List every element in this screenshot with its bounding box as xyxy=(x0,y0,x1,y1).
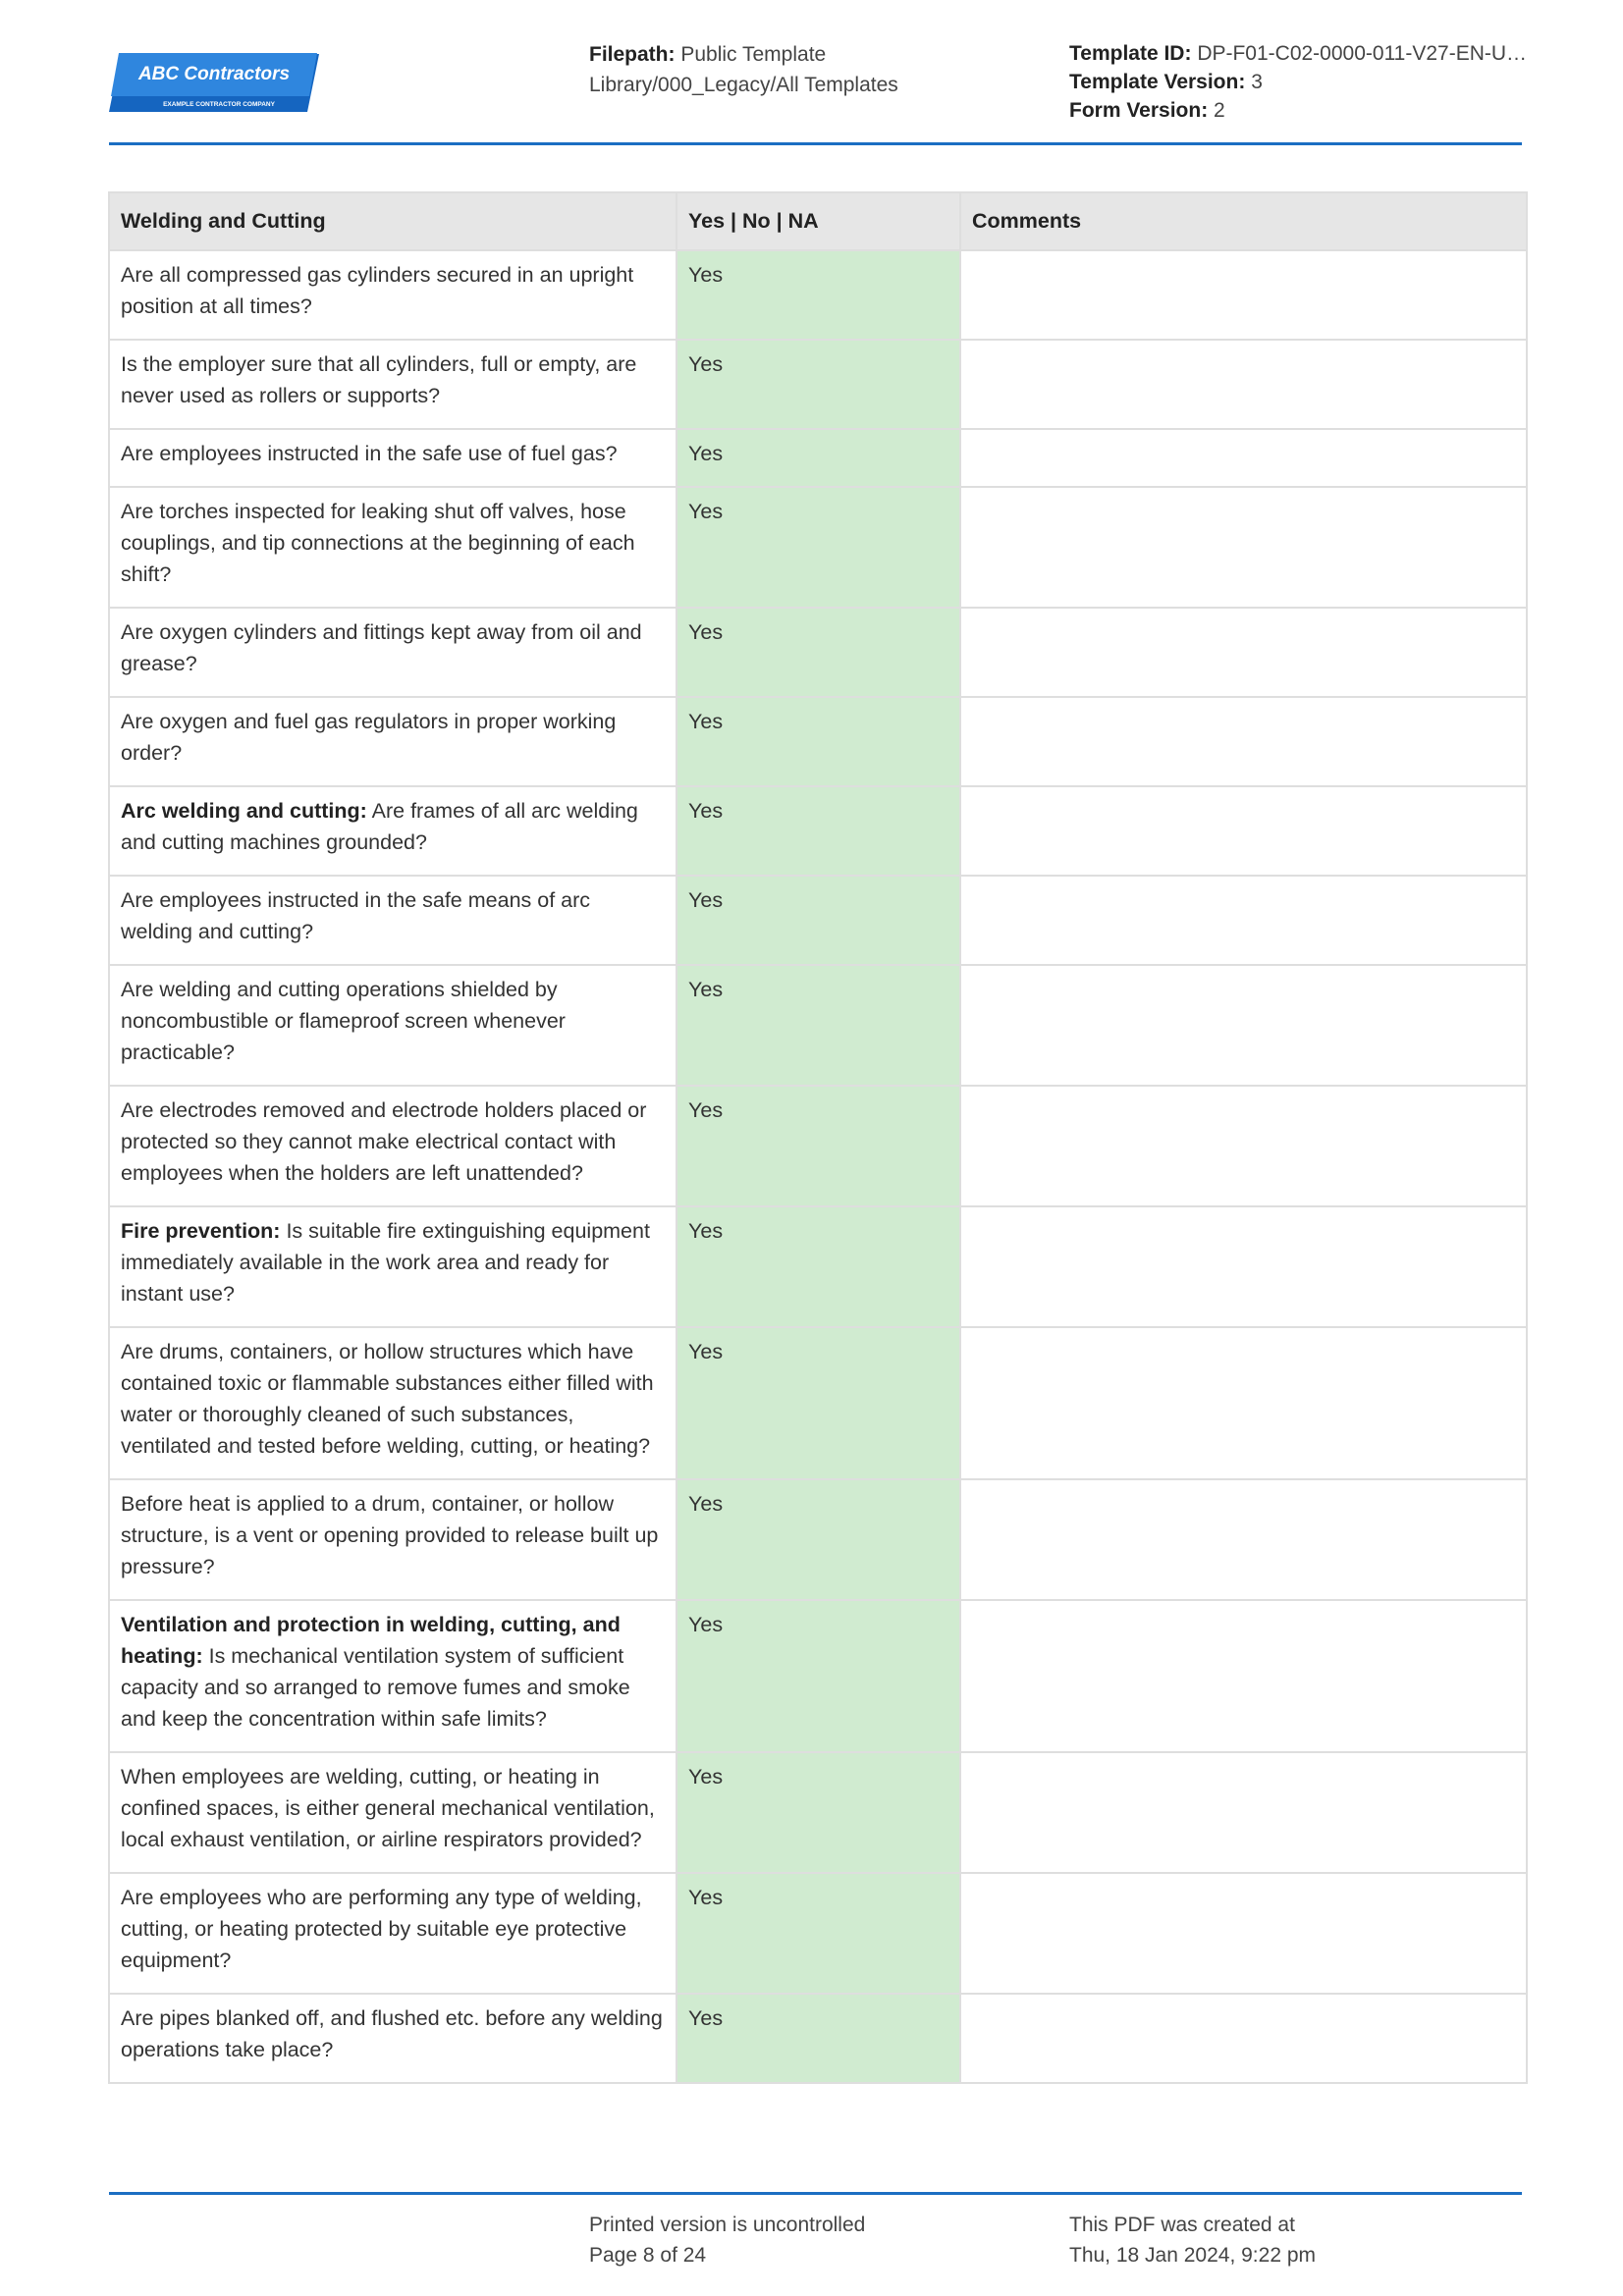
table-row xyxy=(109,965,1527,1086)
template-id-line xyxy=(1069,39,1531,68)
template-version-label: Template Version: xyxy=(1069,71,1246,93)
company-logo xyxy=(109,53,320,114)
question-cell xyxy=(109,608,676,697)
answer-cell: Yes xyxy=(676,1327,960,1479)
form-version-label: Form Version: xyxy=(1069,99,1209,122)
filepath-block xyxy=(589,39,1041,100)
question-text: Are employees who are performing any type of welding, cutting, or heating protected by suitable eye protective equipment? xyxy=(121,1886,642,1972)
answer-cell: Yes xyxy=(676,876,960,965)
comment-cell xyxy=(960,340,1527,429)
answer-cell: Yes xyxy=(676,1600,960,1752)
answer-cell: Yes xyxy=(676,1752,960,1873)
template-id-label: Template ID: xyxy=(1069,42,1192,65)
table-row xyxy=(109,1752,1527,1873)
comment-cell xyxy=(960,1206,1527,1327)
question-text: Are electrodes removed and electrode holders placed or protected so they cannot make electrical contact with employees when the holders are left unattended? xyxy=(121,1098,647,1185)
question-text: Are oxygen cylinders and fittings kept away from oil and grease? xyxy=(121,620,642,675)
page-footer xyxy=(109,2192,1522,2283)
comment-cell xyxy=(960,487,1527,608)
answer-cell: Yes xyxy=(676,1206,960,1327)
question-section-lead: Arc welding and cutting: xyxy=(121,799,367,823)
comment-cell xyxy=(960,1327,1527,1479)
question-text: Are welding and cutting operations shielded by noncombustible or flameproof screen whenever practicable? xyxy=(121,978,566,1064)
template-version-value: 3 xyxy=(1251,71,1263,93)
table-row xyxy=(109,429,1527,487)
question-text: Are pipes blanked off, and flushed etc. before any welding operations take place? xyxy=(121,2006,663,2061)
question-text: Are all compressed gas cylinders secured in an upright position at all times? xyxy=(121,263,634,318)
question-cell xyxy=(109,250,676,340)
template-id-value: DP-F01-C02-0000-011-V27-EN-U… xyxy=(1197,42,1528,65)
table-header-row xyxy=(109,192,1527,250)
question-cell xyxy=(109,1206,676,1327)
question-cell xyxy=(109,1873,676,1994)
question-text: Is mechanical ventilation system of sufficient capacity and so arranged to remove fumes and smoke and keep the concentration within safe limits? xyxy=(121,1644,630,1731)
uncontrolled-notice: Printed version is uncontrolled xyxy=(589,2214,866,2236)
comment-cell xyxy=(960,786,1527,876)
table-row xyxy=(109,608,1527,697)
question-text: Are employees instructed in the safe use of fuel gas? xyxy=(121,442,618,465)
comment-cell xyxy=(960,1752,1527,1873)
comment-cell xyxy=(960,1600,1527,1752)
table-row xyxy=(109,1086,1527,1206)
table-row xyxy=(109,1479,1527,1600)
table-row xyxy=(109,250,1527,340)
filepath-value: Public Template Library/000_Legacy/All Templates xyxy=(589,43,898,96)
form-version-value: 2 xyxy=(1214,99,1225,122)
question-cell xyxy=(109,1086,676,1206)
comment-cell xyxy=(960,250,1527,340)
question-cell xyxy=(109,876,676,965)
template-version-line xyxy=(1069,68,1531,96)
table-row xyxy=(109,1327,1527,1479)
created-label: This PDF was created at xyxy=(1069,2214,1295,2236)
comment-cell xyxy=(960,876,1527,965)
section-title-header: Welding and Cutting xyxy=(109,192,676,250)
table-row xyxy=(109,876,1527,965)
question-cell xyxy=(109,1994,676,2083)
question-text: Are employees instructed in the safe means of arc welding and cutting? xyxy=(121,888,591,943)
comment-cell xyxy=(960,965,1527,1086)
answer-cell: Yes xyxy=(676,965,960,1086)
page-header xyxy=(109,29,1528,145)
comment-cell xyxy=(960,1994,1527,2083)
question-text: Is suitable fire extinguishing equipment immediately available in the work area and ready for instant use? xyxy=(121,1219,650,1306)
table-row xyxy=(109,786,1527,876)
answer-cell: Yes xyxy=(676,429,960,487)
comment-cell xyxy=(960,1479,1527,1600)
question-text: Are drums, containers, or hollow structures which have contained toxic or flammable substances either filled with water or thoroughly cleaned of such substances, ventilated and tested before welding, cutting, or heating? xyxy=(121,1340,654,1458)
question-cell xyxy=(109,965,676,1086)
answer-cell: Yes xyxy=(676,1479,960,1600)
answer-cell: Yes xyxy=(676,340,960,429)
comment-cell xyxy=(960,429,1527,487)
question-cell xyxy=(109,697,676,786)
answer-cell: Yes xyxy=(676,1086,960,1206)
question-text: Is the employer sure that all cylinders, full or empty, are never used as rollers or supports? xyxy=(121,352,637,407)
question-section-lead: Fire prevention: xyxy=(121,1219,281,1243)
question-cell xyxy=(109,1479,676,1600)
table-row xyxy=(109,487,1527,608)
question-cell xyxy=(109,1752,676,1873)
question-cell xyxy=(109,1600,676,1752)
form-version-line xyxy=(1069,96,1531,125)
comment-cell xyxy=(960,1086,1527,1206)
question-cell xyxy=(109,429,676,487)
question-text: When employees are welding, cutting, or heating in confined spaces, is either general mechanical ventilation, local exhaust ventilation, or airline respirators provided? xyxy=(121,1765,655,1851)
comment-cell xyxy=(960,1873,1527,1994)
question-cell xyxy=(109,1327,676,1479)
template-info xyxy=(1069,39,1531,125)
footer-created-info xyxy=(1069,2210,1521,2270)
footer-document-info xyxy=(589,2210,1041,2270)
question-text: Before heat is applied to a drum, container, or hollow structure, is a vent or opening provided to release built up pressure? xyxy=(121,1492,659,1578)
filepath-label: Filepath: xyxy=(589,43,676,66)
question-cell xyxy=(109,487,676,608)
table-row xyxy=(109,1994,1527,2083)
comment-cell xyxy=(960,608,1527,697)
answer-cell: Yes xyxy=(676,608,960,697)
answer-cell: Yes xyxy=(676,250,960,340)
answer-header: Yes | No | NA xyxy=(676,192,960,250)
question-text: Are torches inspected for leaking shut off valves, hose couplings, and tip connections at the beginning of each shift? xyxy=(121,500,635,586)
table-row xyxy=(109,1206,1527,1327)
answer-cell: Yes xyxy=(676,1873,960,1994)
logo-name: ABC Contractors xyxy=(137,64,291,84)
created-date: Thu, 18 Jan 2024, 9:22 pm xyxy=(1069,2244,1317,2267)
table-row xyxy=(109,1873,1527,1994)
question-section-lead: Ventilation and protection in welding, cutting, and heating: xyxy=(121,1613,621,1668)
question-cell xyxy=(109,340,676,429)
answer-cell: Yes xyxy=(676,1994,960,2083)
logo-tagline: EXAMPLE CONTRACTOR COMPANY xyxy=(163,101,275,108)
question-text: Are frames of all arc welding and cutting machines grounded? xyxy=(121,799,638,854)
answer-cell: Yes xyxy=(676,487,960,608)
answer-cell: Yes xyxy=(676,786,960,876)
comments-header: Comments xyxy=(960,192,1527,250)
table-row xyxy=(109,697,1527,786)
question-text: Are oxygen and fuel gas regulators in proper working order? xyxy=(121,710,617,765)
welding-cutting-checklist xyxy=(108,191,1528,2084)
table-row xyxy=(109,1600,1527,1752)
table-row xyxy=(109,340,1527,429)
answer-cell: Yes xyxy=(676,697,960,786)
page-number: Page 8 of 24 xyxy=(589,2244,707,2267)
comment-cell xyxy=(960,697,1527,786)
question-cell xyxy=(109,786,676,876)
